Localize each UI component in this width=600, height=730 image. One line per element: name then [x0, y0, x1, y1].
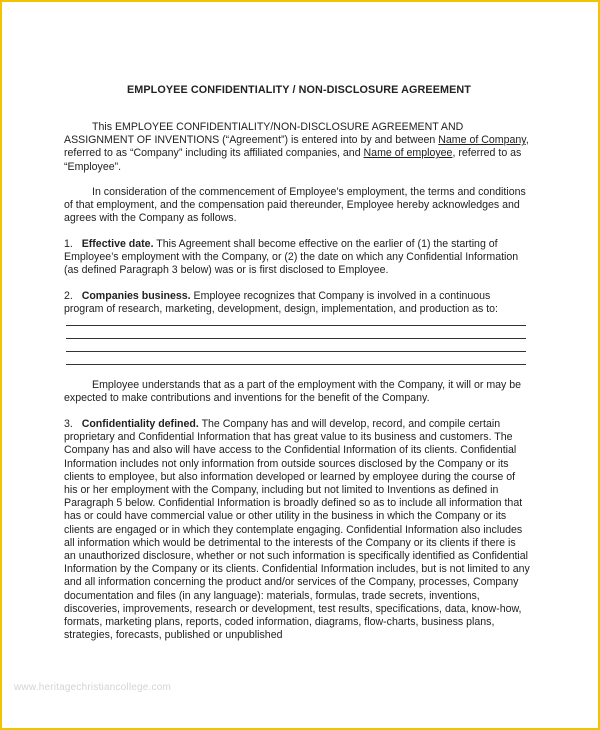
company-name-placeholder[interactable]: Name of Company [438, 134, 526, 147]
section-1-heading: Effective date. [81, 238, 154, 250]
section-3-text: The Company has and will develop, record, and compile certain proprietary and Confidential Information that has great value to its business and customers. The Company has and also will have access to the Confidential Information of its clients. Confidential Information includes not only information from outside sources disclosed by the Company or its clients to employee, but also information developed or learned by employee during the course of his or her employment with the Company, including but not limited to Inventions as defined in Paragraph 5 below. Confidential Information is broadly defined so as to include all information that has or could have commercial value or other utility in the business in which the Company or its clients are engaged or in which they contemplate engaging. Confidential Information also includes all information which would be detrimental to the interests of the Company or its clients if there is an unauthorized disclosure, whether or not such information is specifically identified as Confidential Information by the Company or its clients. Confidential Information includes, but is not limited to any and all information concerning the product and/or services of the Company, processes, Company documentation and files (in any language): materials, formulas, trade secrets, inventions, discoveries, improvements, research or development, test results, specifications, data, know-how, formats, marketing plans, reports, coded information, diagrams, flow-charts, business plans, strategies, forecasts, published or unpublished [64, 418, 530, 642]
section-1-number: 1. [64, 238, 73, 250]
blank-line[interactable] [66, 364, 526, 365]
section-1-text: This Agreement shall become effective on the earlier of (1) the starting of Employee’s employment with the Company, or (2) the date on which any Confidential Information (as defined Paragraph 3 below) was or is first disclosed to Employee. [64, 238, 519, 277]
contribution-paragraph: Employee understands that as a part of the employment with the Company, it will or may be expected to make contributions and inventions for the benefit of the Company. [64, 379, 522, 405]
blank-line[interactable] [66, 351, 526, 352]
section-2-number: 2. [64, 290, 73, 302]
section-2-text: Employee recognizes that Company is involved in a continuous program of research, marketing, development, design, implementation, and production as to: [64, 290, 498, 316]
document-title: EMPLOYEE CONFIDENTIALITY / NON-DISCLOSURE AGREEMENT [126, 84, 472, 96]
site-watermark: www.heritagechristiancollege.com [14, 682, 172, 693]
intro-paragraph [64, 121, 530, 174]
intro-text-2: , referred to as “Company” including its affiliated companies, and [64, 134, 529, 160]
blank-line[interactable] [66, 325, 526, 326]
consideration-paragraph: In consideration of the commencement of Employee’s employment, the terms and conditions of that employment, and the compensation paid thereunder, Employee hereby acknowledges and agrees with the Company as follows. [64, 186, 526, 225]
section-3 [64, 418, 530, 642]
section-2 [64, 290, 530, 316]
blank-line[interactable] [66, 338, 526, 339]
section-3-number: 3. [64, 418, 73, 430]
section-1 [64, 238, 530, 278]
section-3-heading: Confidentiality defined. [81, 418, 199, 430]
section-2-heading: Companies business. [81, 290, 191, 302]
employee-name-placeholder[interactable]: Name of employee [363, 147, 453, 160]
intro-text-1: This EMPLOYEE CONFIDENTIALITY/NON-DISCLOSURE AGREEMENT AND ASSIGNMENT OF INVENTIONS (“Agreement”) is entered into by and between [64, 121, 464, 147]
intro-text-3: , referred to as “Employee”. [64, 147, 522, 173]
